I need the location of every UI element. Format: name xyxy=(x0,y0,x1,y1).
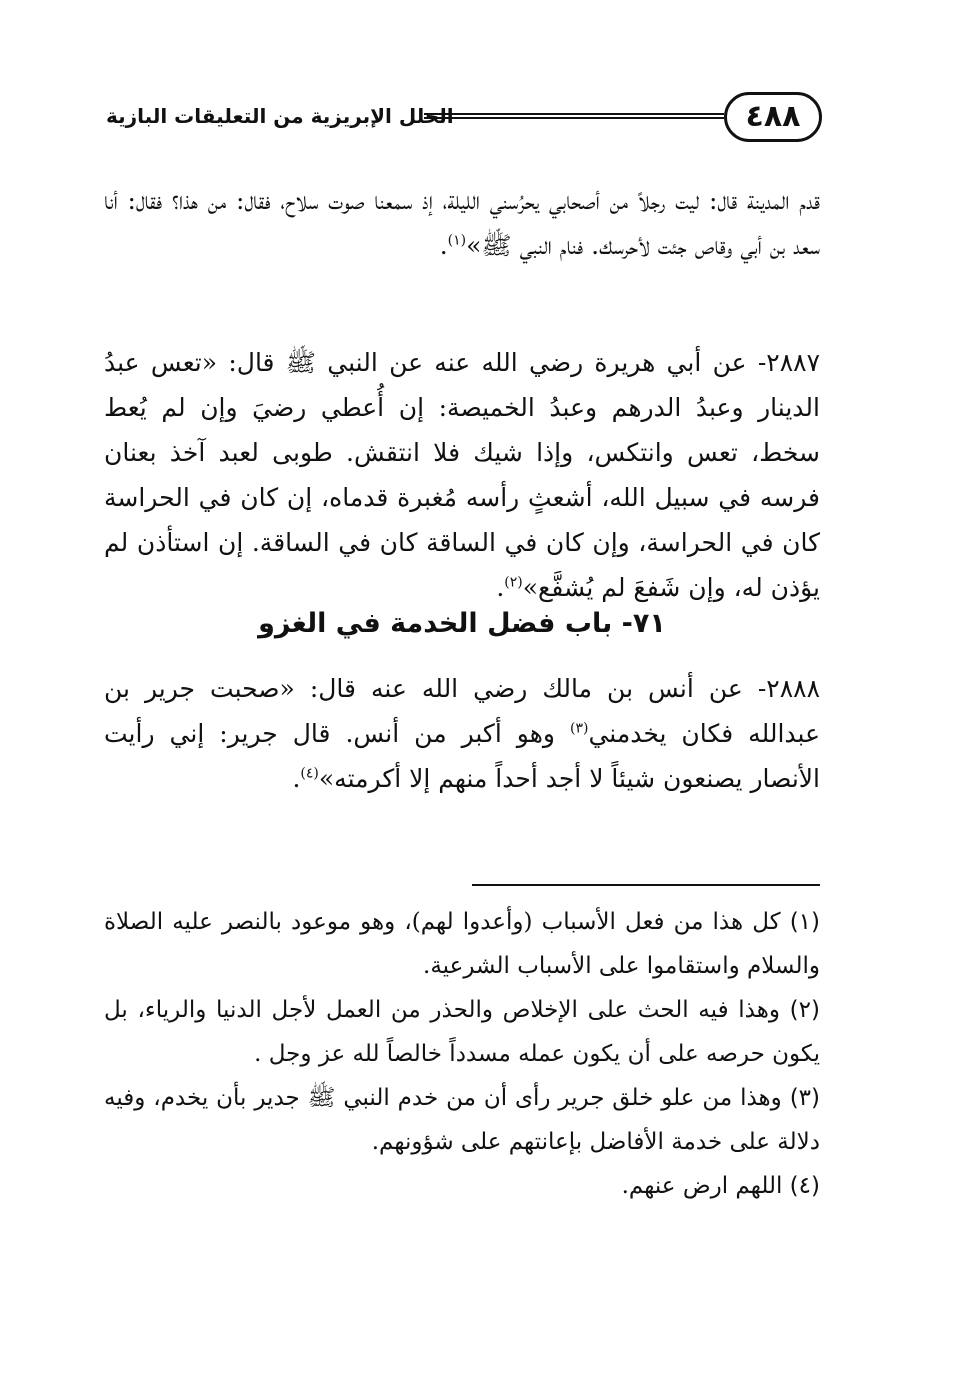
hadith-2887 xyxy=(104,340,820,610)
footnote-1 xyxy=(104,900,820,988)
footnote-text: وهذا فيه الحث على الإخلاص والحذر من العمل لأجل الدنيا والرياء، بل يكون حرصه على أن يكون عمله مسدداً خالصاً لله عز وجل . xyxy=(104,997,820,1067)
footnote-3 xyxy=(104,1076,820,1164)
footnote-text: وهذا من علو خلق جرير رأى أن من خدم النبي ﷺ جدير بأن يخدم، وفيه دلالة على خدمة الأفاضل بإعانتهم على شؤونهم. xyxy=(104,1085,820,1155)
running-title: الحلل الإبريزية من التعليقات البازية xyxy=(106,104,454,128)
footnote-number: (٢) xyxy=(789,997,820,1023)
section-heading: ٧١- باب فضل الخدمة في الغزو xyxy=(258,608,666,639)
footnote-text: اللهم ارض عنهم. xyxy=(621,1173,783,1199)
footnote-number: (١) xyxy=(789,909,821,935)
hadith-2888 xyxy=(104,666,820,801)
footnote-number: (٣) xyxy=(789,1085,821,1111)
paragraph-end: . xyxy=(439,231,448,260)
paragraph-end: . xyxy=(292,764,301,793)
footnote-number: (٤) xyxy=(789,1173,820,1199)
footnote-text: كل هذا من فعل الأسباب (وأعدوا لهم)، وهو موعود بالنصر عليه الصلاة والسلام واستقاموا على الأسباب الشرعية. xyxy=(104,909,820,979)
page-header xyxy=(100,92,822,148)
paragraph-end: . xyxy=(496,573,505,602)
paragraph-text: قدم المدينة قال: ليت رجلاً من أصحابي يحرُسني الليلة، إذ سمعنا صوت سلاح، فقال: من هذا؟ فقال: أنا سعد بن أبي وقاص جئت لأحرسك. فنام النبي ﷺ» xyxy=(104,186,820,260)
page-number: ٤٨٨ xyxy=(724,92,822,142)
footnote-separator xyxy=(472,884,820,886)
paragraph-continued xyxy=(104,178,820,268)
paragraph-text: ٢٨٨٧- عن أبي هريرة رضي الله عنه عن النبي ﷺ قال: «تعس عبدُ الدينار وعبدُ الدرهم وعبدُ الخميصة: إن أُعطي رضيَ وإن لم يُعط سخط، تعس وانتكس، وإذا شيك فلا انتقش. طوبى لعبد آخذ بعنان فرسه في سبيل الله، أشعثٍ رأسه مُغبرة قدماه، إن كان في الحراسة كان في الحراسة، وإن كان في الساقة كان في الساقة. إن استأذن لم يؤذن له، وإن شَفعَ لم يُشفَّع» xyxy=(104,348,820,602)
header-rule xyxy=(424,113,724,119)
footnote-4 xyxy=(104,1164,820,1208)
footnote-ref: (١) xyxy=(447,232,467,249)
footnotes xyxy=(104,900,820,1208)
footnote-2 xyxy=(104,988,820,1076)
paragraph-text: وهو أكبر من أنس. قال جرير: إني رأيت الأنصار يصنعون شيئاً لا أجد أحداً منهم إلا أكرمته» xyxy=(104,719,820,793)
footnote-ref: (٣) xyxy=(569,720,589,737)
paragraph-text: ٢٨٨٨- عن أنس بن مالك رضي الله عنه قال: «صحبت جرير بن عبدالله فكان يخدمني xyxy=(104,674,820,748)
footnote-ref: (٤) xyxy=(300,765,319,782)
footnote-ref: (٢) xyxy=(504,574,523,591)
